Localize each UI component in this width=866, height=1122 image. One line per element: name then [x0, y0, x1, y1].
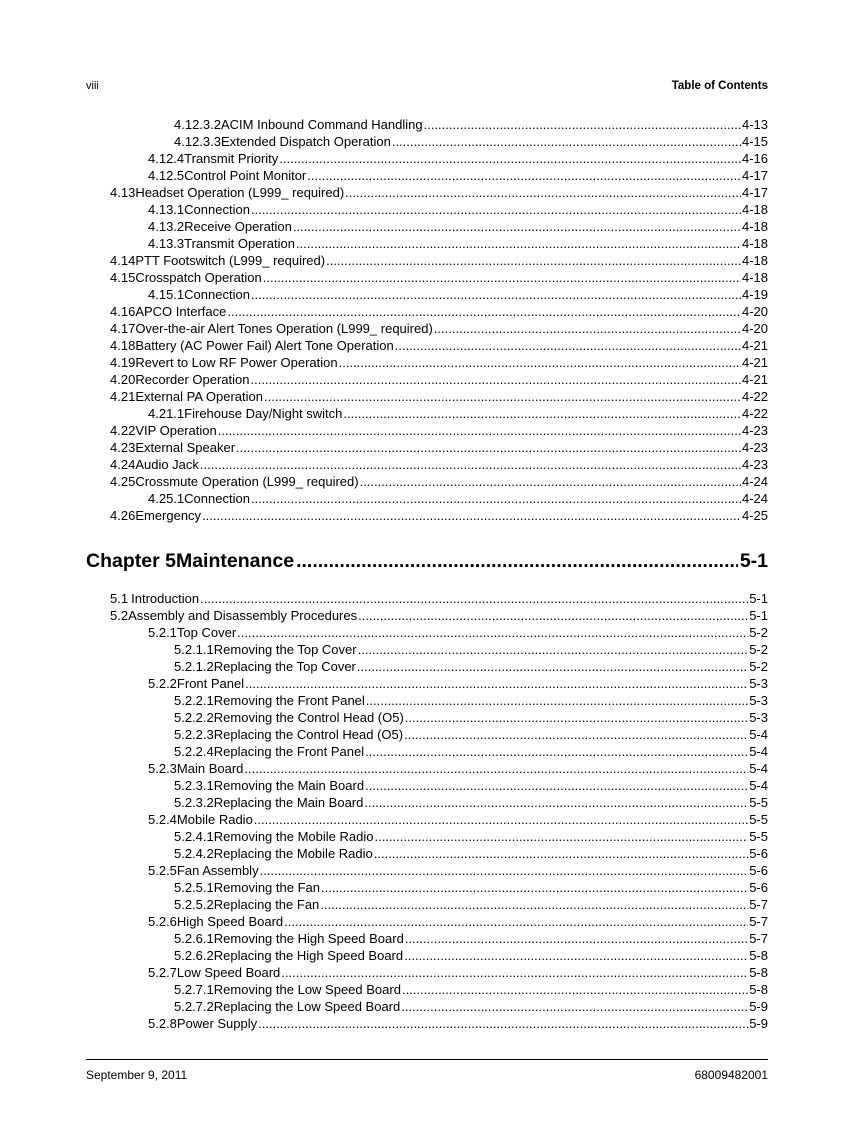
toc-entry-title: Recorder Operation [135, 372, 250, 387]
toc-entry[interactable] [148, 964, 768, 981]
dot-leader [296, 235, 741, 252]
page-number-label: viii [86, 80, 99, 92]
footer-date: September 9, 2011 [86, 1068, 188, 1082]
toc-entry[interactable] [110, 320, 768, 337]
toc-entry-page: 5-8 [749, 965, 768, 980]
dot-leader [326, 252, 741, 269]
toc-entry-number: 5.2.5 [148, 863, 177, 878]
dot-leader [254, 811, 748, 828]
toc-entry-page: 4-18 [741, 202, 768, 217]
toc-entry[interactable] [110, 590, 768, 607]
toc-entry-title: Removing the High Speed Board [213, 931, 404, 946]
toc-entry[interactable] [110, 269, 768, 286]
toc-entry-number: 4.21 [110, 389, 136, 404]
toc-entry-number: 4.13.3 [148, 236, 185, 251]
dot-leader [236, 439, 741, 456]
chapter-title: Maintenance [175, 550, 295, 572]
dot-leader [404, 726, 748, 743]
toc-entry-page: 4-18 [741, 219, 768, 234]
toc-entry[interactable] [174, 133, 768, 150]
toc-entry-page: 5-9 [749, 999, 768, 1014]
toc-entry-number: 5.2.7 [148, 965, 177, 980]
dot-leader [395, 337, 741, 354]
toc-entry-title: Removing the Mobile Radio [213, 829, 374, 844]
toc-entry-title: APCO Interface [135, 304, 227, 319]
toc-entry-page: 5-2 [749, 625, 768, 640]
toc-entry-page: 4-18 [741, 270, 768, 285]
toc-entry[interactable] [148, 1015, 768, 1032]
toc-entry[interactable] [174, 896, 768, 913]
toc-entry-number: 5.1 [110, 591, 129, 606]
toc-entry-title: Fan Assembly [176, 863, 259, 878]
dot-leader [364, 794, 748, 811]
toc-entry-number: 5.2.7.2 [174, 999, 214, 1014]
toc-entry[interactable] [110, 371, 768, 388]
toc-entry-title: Firehouse Day/Night switch [184, 406, 343, 421]
toc-entry-number: 4.25.1 [148, 491, 185, 506]
chapter-number: Chapter 5 [86, 550, 176, 572]
toc-entry-title: Replacing the High Speed Board [213, 948, 404, 963]
dot-leader [250, 371, 740, 388]
dot-leader [279, 150, 741, 167]
toc-entry-number: 5.2.8 [148, 1016, 177, 1031]
toc-entry-number: 4.13 [110, 185, 136, 200]
toc-entry-page: 5-2 [749, 659, 768, 674]
dot-leader [424, 116, 741, 133]
dot-leader [284, 913, 748, 930]
dot-leader [200, 590, 748, 607]
toc-entry-page: 4-22 [741, 406, 768, 421]
toc-entry-number: 5.2.4.2 [174, 846, 214, 861]
toc-entry-title: Replacing the Control Head (O5) [213, 727, 404, 742]
dot-leader [264, 388, 741, 405]
toc-entry-number: 5.2.5.2 [174, 897, 214, 912]
dot-leader [402, 981, 748, 998]
toc-entry[interactable] [174, 930, 768, 947]
toc-entry[interactable] [174, 981, 768, 998]
toc-entry-page: 4-19 [741, 287, 768, 302]
dot-leader [251, 490, 741, 507]
footer-doc-number: 68009482001 [694, 1068, 768, 1082]
toc-entry-page: 5-7 [749, 931, 768, 946]
dot-leader [320, 896, 748, 913]
toc-entry-page: 5-4 [749, 744, 768, 759]
toc-entry[interactable] [110, 473, 768, 490]
toc-entry-page: 5-4 [749, 778, 768, 793]
toc-entry-page: 5-7 [749, 914, 768, 929]
toc-entry-page: 4-13 [741, 117, 768, 132]
toc-entry-title: Low Speed Board [176, 965, 281, 980]
toc-entry-number: 4.14 [110, 253, 136, 268]
toc-entry-title: Connection [184, 287, 250, 302]
dot-leader [434, 320, 741, 337]
toc-entry[interactable] [148, 405, 768, 422]
toc-entry[interactable] [148, 218, 768, 235]
toc-entry-page: 4-22 [741, 389, 768, 404]
toc-entry-title: Crossmute Operation (L999_ required) [135, 474, 359, 489]
toc-entry[interactable] [148, 913, 768, 930]
toc-entry[interactable] [174, 794, 768, 811]
toc-entry-number: 5.2.5.1 [174, 880, 214, 895]
toc-entry[interactable] [148, 201, 768, 218]
toc-entry-page: 5-5 [749, 795, 768, 810]
toc-entry-number: 4.12.3.2 [174, 117, 221, 132]
toc-entry[interactable] [174, 743, 768, 760]
toc-entry-page: 5-7 [749, 897, 768, 912]
toc-entry-number: 4.15 [110, 270, 136, 285]
toc-entry-page: 5-9 [749, 1016, 768, 1031]
toc-entry-title: Emergency [135, 508, 202, 523]
toc-entry-number: 4.22 [110, 423, 136, 438]
toc-entry-title: Removing the Control Head (O5) [213, 710, 404, 725]
toc-entry-page: 4-18 [741, 236, 768, 251]
toc-entry[interactable] [174, 777, 768, 794]
toc-entry-number: 4.16 [110, 304, 136, 319]
toc-entry-page: 5-6 [749, 846, 768, 861]
toc-entry[interactable] [110, 354, 768, 371]
toc-entry-title: Connection [184, 491, 250, 506]
toc-entry-page: 4-20 [741, 321, 768, 336]
dot-leader [392, 133, 741, 150]
toc-entry-number: 4.18 [110, 338, 136, 353]
toc-entry-number: 5.2.6.2 [174, 948, 214, 963]
toc-entry-page: 5-5 [749, 829, 768, 844]
toc-entry-title: Introduction [131, 591, 200, 606]
dot-leader [245, 675, 748, 692]
toc-entry-page: 5-3 [749, 676, 768, 691]
toc-entry-title: Assembly and Disassembly Procedures [128, 608, 358, 623]
toc-entry-number: 5.2.1.2 [174, 659, 214, 674]
dot-leader [218, 422, 741, 439]
dot-leader [374, 845, 748, 862]
dot-leader [281, 964, 748, 981]
toc-entry[interactable] [148, 150, 768, 167]
toc-entry-page: 4-16 [741, 151, 768, 166]
dot-leader [244, 760, 748, 777]
toc-entry-title: Transmit Operation [184, 236, 295, 251]
toc-entry-page: 5-3 [749, 693, 768, 708]
toc-entry[interactable] [110, 252, 768, 269]
toc-entry-page: 4-17 [741, 168, 768, 183]
toc-entry-number: 5.2.3.1 [174, 778, 214, 793]
toc-entry-number: 4.13.1 [148, 202, 185, 217]
toc-entry-page: 4-21 [741, 355, 768, 370]
toc-entry[interactable] [174, 828, 768, 845]
toc-entry[interactable] [148, 167, 768, 184]
toc-entry-title: External Speaker [135, 440, 236, 455]
toc-entry-title: Top Cover [176, 625, 237, 640]
dot-leader [360, 473, 741, 490]
toc-entry[interactable] [148, 624, 768, 641]
toc-entry-number: 5.2.2.4 [174, 744, 214, 759]
toc-entry-page: 5-5 [749, 812, 768, 827]
toc-entry-title: Replacing the Front Panel [213, 744, 365, 759]
toc-entry[interactable] [148, 490, 768, 507]
dot-leader [293, 218, 741, 235]
dot-leader [366, 692, 748, 709]
dot-leader [227, 303, 741, 320]
toc-entry-number: 4.25 [110, 474, 136, 489]
toc-entry-title: Removing the Main Board [213, 778, 365, 793]
toc-entry-page: 5-8 [749, 948, 768, 963]
dot-leader [365, 777, 748, 794]
toc-entry-title: Removing the Front Panel [213, 693, 365, 708]
toc-entry-page: 4-24 [741, 491, 768, 506]
toc-entry-page: 4-23 [741, 423, 768, 438]
toc-entry[interactable] [174, 709, 768, 726]
toc-entry-page: 4-18 [741, 253, 768, 268]
toc-entry-page: 5-1 [749, 608, 768, 623]
dot-leader [358, 641, 749, 658]
chapter-page: 5-1 [739, 550, 768, 572]
toc-entry-number: 5.2.7.1 [174, 982, 214, 997]
toc-entry-number: 5.2.2 [148, 676, 177, 691]
toc-entry-page: 5-6 [749, 863, 768, 878]
dot-leader [202, 507, 741, 524]
toc-entry[interactable] [148, 811, 768, 828]
toc-entry[interactable] [110, 303, 768, 320]
toc-entry[interactable] [148, 235, 768, 252]
toc-entry[interactable] [174, 879, 768, 896]
toc-entry-number: 5.2.2.3 [174, 727, 214, 742]
toc-entry-number: 4.13.2 [148, 219, 185, 234]
dot-leader [258, 1015, 748, 1032]
toc-entry-page: 5-2 [749, 642, 768, 657]
toc-entry-page: 5-1 [749, 591, 768, 606]
toc-entry-title: Mobile Radio [176, 812, 253, 827]
dot-leader [260, 862, 749, 879]
toc-entry-title: VIP Operation [135, 423, 217, 438]
toc-entry[interactable] [110, 184, 768, 201]
toc-entry-title: Transmit Priority [184, 151, 279, 166]
toc-entry-number: 5.2.4 [148, 812, 177, 827]
toc-entry-title: Main Board [176, 761, 244, 776]
toc-entry-page: 4-20 [741, 304, 768, 319]
toc-entry-number: 4.26 [110, 508, 136, 523]
dot-leader [401, 998, 748, 1015]
toc-entry-number: 4.23 [110, 440, 136, 455]
toc-entry-title: External PA Operation [135, 389, 263, 404]
toc-entry-page: 4-17 [741, 185, 768, 200]
dot-leader [307, 167, 741, 184]
toc-entry[interactable] [148, 862, 768, 879]
toc-entry-title: Receive Operation [184, 219, 292, 234]
toc-entry-title: Removing the Low Speed Board [213, 982, 401, 997]
dot-leader [321, 879, 748, 896]
toc-entry-title: Replacing the Fan [213, 897, 320, 912]
footer-rule [86, 1059, 768, 1060]
toc-entry[interactable] [110, 337, 768, 354]
toc-entry-number: 5.2.2.1 [174, 693, 214, 708]
toc-entry[interactable] [110, 439, 768, 456]
toc-entry-number: 5.2.3 [148, 761, 177, 776]
toc-entry-number: 5.2.3.2 [174, 795, 214, 810]
toc-entry-page: 4-25 [741, 508, 768, 523]
toc-entry-title: Removing the Fan [213, 880, 320, 895]
toc-entry-number: 5.2 [110, 608, 129, 623]
dot-leader [251, 286, 741, 303]
toc-entry-title: Front Panel [176, 676, 245, 691]
toc-entry-page: 5-4 [749, 727, 768, 742]
toc-entry[interactable] [148, 675, 768, 692]
toc-entry-number: 4.19 [110, 355, 136, 370]
dot-leader [200, 456, 741, 473]
dot-leader [405, 709, 748, 726]
toc-entry-title: Replacing the Low Speed Board [213, 999, 401, 1014]
toc-entry-number: 4.21.1 [148, 406, 185, 421]
dot-leader [251, 201, 741, 218]
toc-entry-number: 4.12.3.3 [174, 134, 221, 149]
toc-entry[interactable] [174, 658, 768, 675]
toc-entry-page: 5-4 [749, 761, 768, 776]
dot-leader [339, 354, 741, 371]
toc-entry[interactable] [174, 692, 768, 709]
toc-entry-title: Headset Operation (L999_ required) [135, 185, 345, 200]
toc-entry-number: 4.12.4 [148, 151, 185, 166]
toc-entry-number: 4.24 [110, 457, 136, 472]
toc-entry-title: Battery (AC Power Fail) Alert Tone Operation [135, 338, 394, 353]
toc-entry-number: 5.2.2.2 [174, 710, 214, 725]
toc-entry-title: Replacing the Top Cover [213, 659, 356, 674]
dot-leader [404, 947, 748, 964]
toc-entry-title: ACIM Inbound Command Handling [221, 117, 423, 132]
dot-leader [343, 405, 741, 422]
toc-entry-title: Removing the Top Cover [213, 642, 357, 657]
toc-entry[interactable] [110, 507, 768, 524]
toc-entry-page: 4-23 [741, 457, 768, 472]
toc-entry-title: Revert to Low RF Power Operation [135, 355, 338, 370]
toc-entry-page: 5-6 [749, 880, 768, 895]
toc-entry[interactable] [110, 456, 768, 473]
dot-leader [357, 658, 748, 675]
toc-entry[interactable] [110, 422, 768, 439]
toc-entry-title: Audio Jack [135, 457, 199, 472]
toc-entry[interactable] [148, 760, 768, 777]
toc-entry[interactable] [174, 116, 768, 133]
toc-entry-title: Replacing the Main Board [213, 795, 364, 810]
toc-entry-number: 4.15.1 [148, 287, 185, 302]
toc-entry[interactable] [174, 845, 768, 862]
toc-entry-number: 5.2.1.1 [174, 642, 214, 657]
toc-entry[interactable] [110, 388, 768, 405]
toc-entry[interactable] [174, 641, 768, 658]
toc-entry-title: Power Supply [176, 1016, 258, 1031]
toc-entry-number: 4.12.5 [148, 168, 185, 183]
toc-entry-page: 5-8 [749, 982, 768, 997]
toc-entry-number: 5.2.4.1 [174, 829, 214, 844]
toc-entry[interactable] [148, 286, 768, 303]
dot-leader [263, 269, 741, 286]
toc-entry-title: Crosspatch Operation [135, 270, 262, 285]
toc-entry-title: Control Point Monitor [184, 168, 307, 183]
running-header-title: Table of Contents [671, 80, 768, 92]
dot-leader [374, 828, 748, 845]
toc-entry[interactable] [174, 998, 768, 1015]
toc-entry-number: 5.2.6.1 [174, 931, 214, 946]
toc-entry-title: High Speed Board [176, 914, 284, 929]
toc-entry-number: 4.17 [110, 321, 136, 336]
toc-entry-page: 5-3 [749, 710, 768, 725]
toc-entry-page: 4-21 [741, 338, 768, 353]
toc-entry-title: Over-the-air Alert Tones Operation (L999_ required) [135, 321, 433, 336]
toc-entry-title: PTT Footswitch (L999_ required) [135, 253, 326, 268]
dot-leader [365, 743, 748, 760]
toc-entry[interactable] [174, 947, 768, 964]
toc-entry-number: 5.2.1 [148, 625, 177, 640]
toc-entry-number: 5.2.6 [148, 914, 177, 929]
toc-entry[interactable] [174, 726, 768, 743]
dot-leader [358, 607, 748, 624]
toc-entry-page: 4-23 [741, 440, 768, 455]
toc-entry-title: Extended Dispatch Operation [221, 134, 391, 149]
dot-leader [405, 930, 748, 947]
toc-entry-page: 4-21 [741, 372, 768, 387]
chapter-heading[interactable] [86, 550, 768, 578]
toc-entry-page: 4-24 [741, 474, 768, 489]
toc-entry-title: Connection [184, 202, 250, 217]
toc-entry-title: Replacing the Mobile Radio [213, 846, 373, 861]
dot-leader [237, 624, 748, 641]
dot-leader [345, 184, 741, 201]
toc-entry[interactable] [110, 607, 768, 624]
toc-entry-number: 4.20 [110, 372, 136, 387]
dot-leader [296, 550, 738, 573]
toc-entry-page: 4-15 [741, 134, 768, 149]
